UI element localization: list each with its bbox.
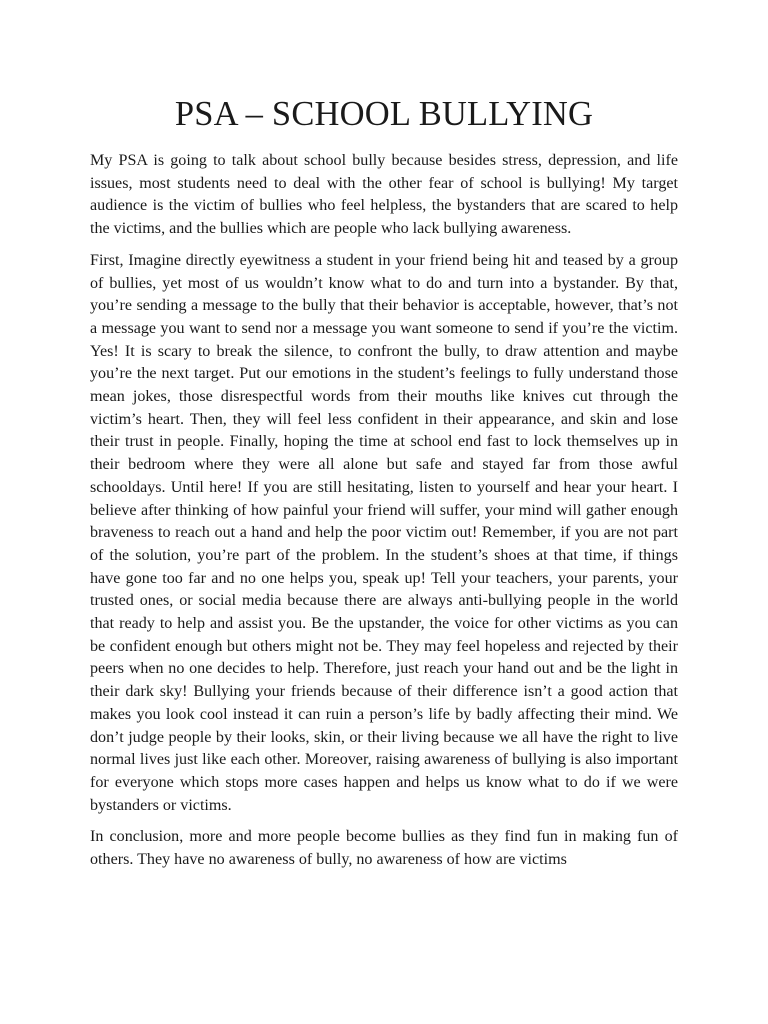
document-title: PSA – SCHOOL BULLYING: [174, 95, 594, 133]
document-body: [90, 150, 678, 881]
paragraph-main: First, Imagine directly eyewitness a student in your friend being hit and teased by a group of bullies, yet most of us wouldn’t know what to do and turn into a bystander. By that, you’re sending a message to the bully that their behavior is acceptable, however, that’s not a message you want to send nor a message you want someone to send if you’re the victim. Yes! It is scary to break the silence, to confront the bully, to draw attention and maybe you’re the next target. Put our emotions in the student’s feelings to fully understand those mean jokes, those disrespectful words from their mouths like knives cut through the victim’s heart. Then, they will feel less confident in their appearance, and skin and lose their trust in people. Finally, hoping the time at school end fast to lock themselves up in their bedroom where they were all alone but safe and stayed far from those awful schooldays. Until here! If you are still hesitating, listen to yourself and hear your heart. I believe after thinking of how painful your friend will suffer, your mind will gather enough braveness to reach out a hand and help the poor victim out! Remember, if you are not part of the solution, you’re part of the problem. In the student’s shoes at that time, if things have gone too far and no one helps you, speak up! Tell your teachers, your parents, your trusted ones, or social media because there are always anti-bullying people in the world that ready to help and assist you. Be the upstander, the voice for other victims as you can be confident enough but others might not be. They may feel hopeless and rejected by their peers when no one decides to help. Therefore, just reach your hand out and be the light in their dark sky! Bullying your friends because of their difference isn’t a good action that makes you look cool instead it can ruin a person’s life by badly affecting their mind. We don’t judge people by their looks, skin, or their living because we all have the right to live normal lives just like each other. Moreover, raising awareness of bullying is also important for everyone which stops more cases happen and helps us know what to do if we were bystanders or victims.: [90, 251, 678, 814]
paragraph-intro: My PSA is going to talk about school bully because besides stress, depression, and life issues, most students need to deal with the other fear of school is bullying! My target audience is the victim of bullies who feel helpless, the bystanders that are scared to help the victims, and the bullies which are people who lack bullying awareness.: [90, 152, 678, 238]
paragraph-conclusion: In conclusion, more and more people become bullies as they find fun in making fun of others. They have no awareness of bully, no awareness of how are victims: [90, 828, 678, 869]
